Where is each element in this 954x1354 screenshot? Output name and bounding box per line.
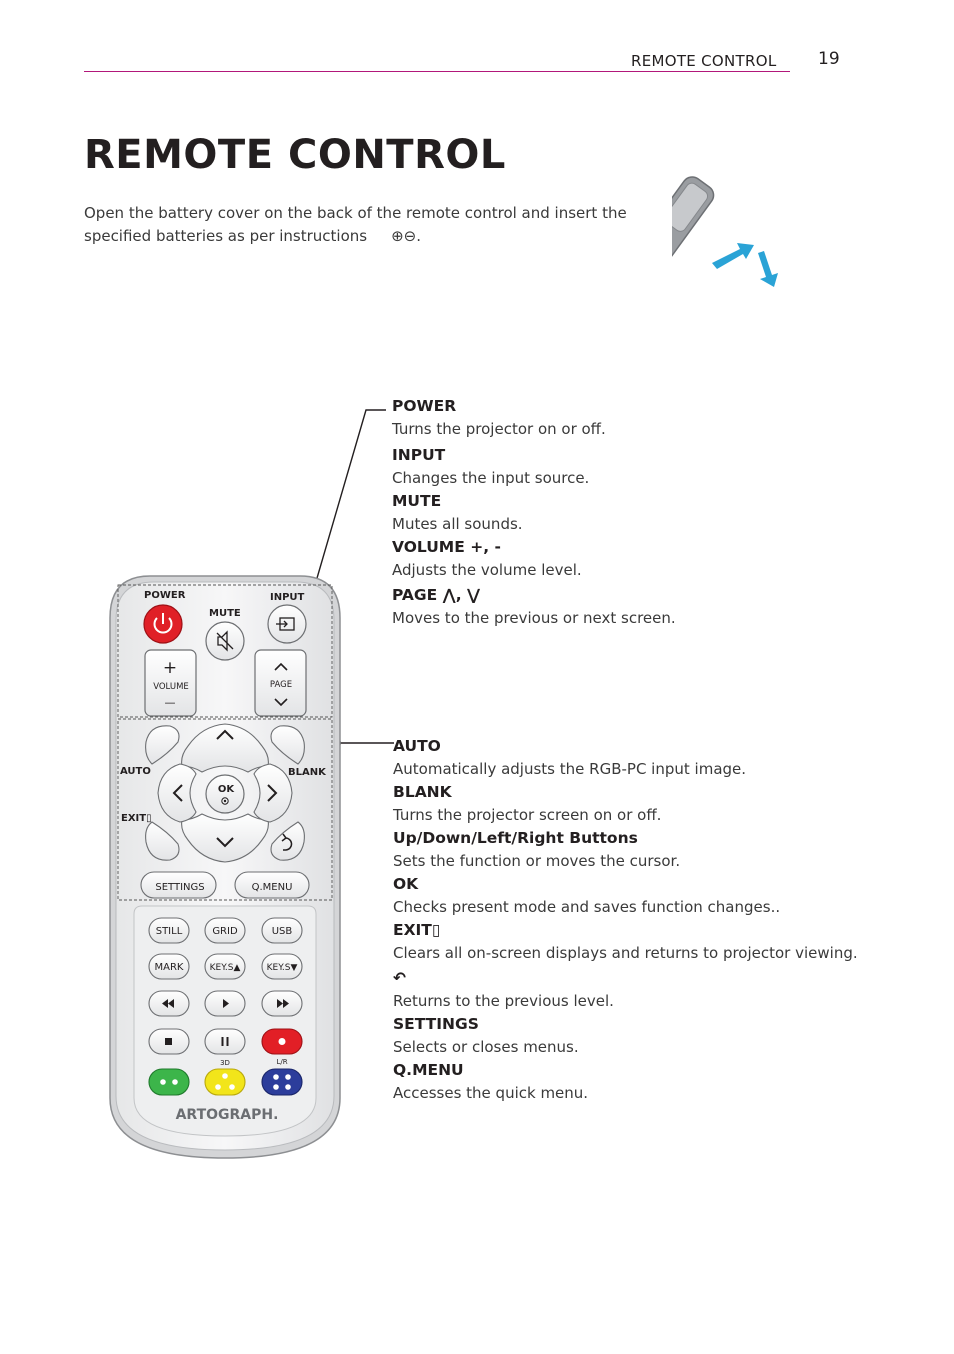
def-settings: Selects or closes menus. [393, 1038, 579, 1056]
exit-label: EXIT▯ [121, 813, 152, 824]
keystone-down-button[interactable] [262, 954, 302, 979]
keystone-up-button[interactable] [205, 954, 245, 979]
rewind-button[interactable] [149, 991, 189, 1016]
page-rocker[interactable] [255, 650, 306, 716]
ok-button[interactable] [206, 775, 244, 813]
lr-label: L/R [276, 1058, 288, 1066]
brand-logo: ARTOGRAPH. [175, 1107, 279, 1123]
mute-label: MUTE [209, 608, 241, 619]
volume-label: VOLUME [153, 682, 189, 692]
fast-forward-button[interactable] [262, 991, 302, 1016]
def-input: Changes the input source. [392, 469, 590, 487]
term-settings: SETTINGS [393, 1015, 479, 1033]
play-button[interactable] [205, 991, 245, 1016]
still-button[interactable] [149, 918, 189, 943]
page-title: REMOTE CONTROL [84, 132, 506, 178]
usb-label: USB [271, 926, 293, 937]
ok-label: OK [217, 784, 235, 795]
pause-icon [222, 1037, 224, 1046]
term-input: INPUT [392, 446, 446, 464]
qmenu-label: Q.MENU [251, 882, 293, 893]
term-power: POWER [392, 397, 457, 415]
power-button[interactable] [144, 605, 182, 643]
def-exit: Clears all on-screen displays and returns to projector viewing. [393, 944, 858, 962]
term-auto: AUTO [393, 737, 441, 755]
def-auto: Automatically adjusts the RGB-PC input image. [393, 760, 747, 778]
two-dots-icon [160, 1079, 166, 1085]
yellow-button[interactable] [205, 1069, 245, 1095]
header-section-title: REMOTE CONTROL [631, 52, 777, 70]
term-blank: BLANK [393, 783, 452, 801]
remote-control-illustration [100, 570, 350, 1170]
term-direction-buttons: Up/Down/Left/Right Buttons [393, 829, 638, 847]
page-label: PAGE [269, 680, 293, 690]
record-icon [279, 1038, 286, 1045]
grid-label: GRID [212, 926, 238, 937]
intro-line-2: specified batteries as per instructions ⊕⊖. [84, 227, 422, 245]
volume-rocker[interactable] [145, 650, 196, 716]
settings-button[interactable] [141, 872, 216, 898]
description-group-1 [392, 395, 676, 630]
input-label: INPUT [270, 592, 305, 603]
volume-up-icon: + [162, 658, 178, 678]
term-back: ↶ [393, 969, 406, 987]
mute-button[interactable] [206, 622, 244, 660]
three-dots-icon [222, 1073, 228, 1079]
def-page: Moves to the previous or next screen. [392, 609, 676, 627]
description-group-2 [393, 735, 858, 1105]
intro-line-1: Open the battery cover on the back of the remote control and insert the [84, 204, 627, 222]
keystone-up-label: KEY.S▲ [209, 963, 241, 973]
four-dots-icon [273, 1074, 279, 1080]
term-mute: MUTE [392, 492, 442, 510]
page-number: 19 [818, 49, 840, 69]
def-mute: Mutes all sounds. [392, 515, 523, 533]
def-direction-buttons: Sets the function or moves the cursor. [393, 852, 681, 870]
mark-label: MARK [154, 962, 184, 973]
term-qmenu: Q.MENU [393, 1061, 464, 1079]
stop-button[interactable] [149, 1029, 189, 1054]
def-back: Returns to the previous level. [393, 992, 614, 1010]
keystone-down-label: KEY.S▼ [266, 963, 298, 973]
settings-label: SETTINGS [155, 882, 205, 893]
blank-label: BLANK [288, 767, 326, 778]
term-page: PAGE ⋀, ⋁ [392, 586, 481, 604]
term-ok: OK [393, 875, 419, 893]
auto-label: AUTO [120, 766, 151, 777]
green-button[interactable] [149, 1069, 189, 1095]
usb-button[interactable] [262, 918, 302, 943]
polarity-symbol: ⊕⊖. [391, 227, 422, 245]
stop-icon [165, 1038, 172, 1045]
def-qmenu: Accesses the quick menu. [393, 1084, 589, 1102]
power-label: POWER [144, 590, 186, 601]
def-power: Turns the projector on or off. [392, 420, 606, 438]
volume-down-icon: — [164, 696, 176, 709]
def-ok: Checks present mode and saves function changes.. [393, 898, 781, 916]
def-volume: Adjusts the volume level. [392, 561, 582, 579]
term-exit: EXIT▯ [393, 921, 441, 939]
qmenu-button[interactable] [235, 872, 309, 898]
mark-button[interactable] [149, 954, 189, 979]
still-label: STILL [155, 926, 183, 937]
pause-button[interactable] [205, 1029, 245, 1054]
record-button[interactable] [262, 1029, 302, 1054]
grid-button[interactable] [205, 918, 245, 943]
def-blank: Turns the projector screen on or off. [393, 806, 662, 824]
term-volume: VOLUME +, - [392, 538, 501, 556]
3d-label: 3D [220, 1059, 230, 1067]
blue-button[interactable] [262, 1069, 302, 1095]
input-button[interactable] [268, 605, 306, 643]
